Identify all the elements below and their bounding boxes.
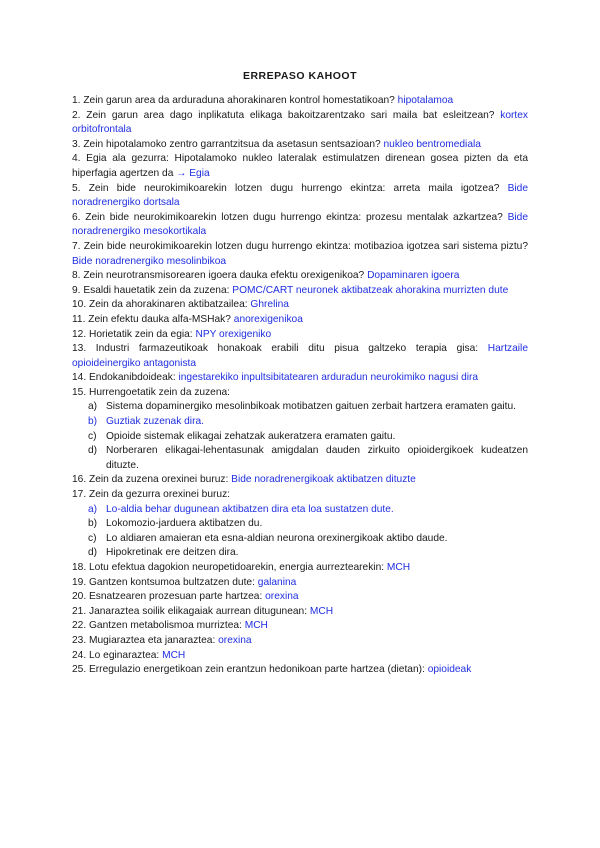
- question-10: [72, 298, 528, 313]
- question-6: [72, 211, 528, 240]
- answer-text: kortex orbitofrontala: [72, 109, 528, 136]
- question-24: [72, 649, 528, 664]
- question-text: 23. Mugiaraztea eta janaraztea:: [72, 634, 216, 646]
- question-23: [72, 634, 528, 649]
- answer-text: MCH: [309, 605, 334, 617]
- question-1: [72, 94, 528, 109]
- question-7: [72, 240, 528, 269]
- question-text: 10. Zein da ahorakinaren aktibatzailea:: [72, 299, 248, 311]
- answer-text: anorexigenikoa: [233, 313, 303, 325]
- question-text: 14. Endokanibdoideak:: [72, 372, 176, 384]
- answer-text: NPY orexigeniko: [195, 328, 272, 340]
- option-text: Lokomozio-jarduera aktibatzen du.: [106, 518, 263, 530]
- answer-text: MCH: [244, 620, 268, 632]
- option-text: Norberaren elikagai-lehentasunak amigdalan dauden zirkuito opioidergikoek kudeatzen dituzte.: [106, 445, 528, 471]
- answer-text: Hartzaile opioideinergiko antagonista: [72, 343, 528, 369]
- question-18: [72, 561, 528, 576]
- answer-text: Bide noradrenergiko dortsala: [72, 182, 528, 209]
- question-17: [72, 488, 528, 503]
- question-text: 6. Zein bide neurokimikoarekin lotzen dugu hurrengo ekintza: prozesu mentalak azkartzea?: [72, 211, 503, 223]
- answer-text: POMC/CART neuronek aktibatzeak ahorakina murrizten dute: [232, 284, 509, 296]
- answer-text: galanina: [257, 576, 297, 588]
- option-text: Lo aldiaren amaieran eta esna-aldian neurona orexinergikoak aktibo daude.: [106, 532, 448, 544]
- question-text: 7. Zein bide neurokimikoarekin lotzen dugu hurrengo ekintza: motibazioa igotzea sari sistema piztu?: [72, 240, 528, 252]
- option-label: b): [88, 416, 98, 428]
- question-21: [72, 605, 528, 620]
- question-8: [72, 269, 528, 284]
- question-text: 16. Zein da zuzena orexinei buruz:: [72, 474, 229, 486]
- question-text: 18. Lotu efektua dagokion neuropetidoarekin, energia aurreztearekin:: [72, 562, 385, 573]
- question-15: [72, 386, 528, 401]
- question-text: 1. Zein garun area da arduraduna ahorakinaren kontrol homestatikoan?: [72, 95, 395, 106]
- option-b: [88, 517, 528, 532]
- option-label: b): [88, 518, 98, 530]
- option-a: [88, 400, 528, 415]
- option-text: Guztiak zuzenak dira.: [106, 416, 204, 428]
- question-22: [72, 619, 528, 634]
- question-text: 12. Horietatik zein da egia:: [72, 328, 193, 340]
- question-text: 9. Esaldi hauetatik zein da zuzena:: [72, 284, 230, 296]
- question-text: 22. Gantzen metabolismoa murriztea:: [72, 620, 242, 632]
- answer-text: Ghrelina: [250, 299, 289, 311]
- option-c: [88, 532, 528, 547]
- question-17-options: [72, 503, 528, 561]
- option-d: [88, 546, 528, 561]
- question-19: [72, 576, 528, 591]
- question-13: [72, 342, 528, 371]
- question-text: 2. Zein garun area dago inplikatuta elikaga bakoitzarentzako sari maila bat esleitzean?: [72, 109, 495, 121]
- option-text: Sistema dopaminergiko mesolinbikoak motibatzen gaituen zerbait hartzera eramaten gaitu.: [106, 401, 516, 413]
- question-text: 25. Erregulazio energetikoan zein erantzun hedonikoan parte hartzea (dietan):: [72, 664, 425, 676]
- option-label: c): [88, 430, 97, 442]
- answer-text: Bide noradrenergiko mesokortikala: [72, 211, 528, 238]
- question-text: 5. Zein bide neurokimikoarekin lotzen dugu hurrengo ekintza: arreta maila igotzea?: [72, 182, 500, 194]
- question-14: [72, 371, 528, 386]
- option-a-correct: [88, 503, 528, 518]
- option-text: Opioide sistemak elikagai zehatzak aukeratzera eramaten gaitu.: [106, 430, 396, 442]
- answer-text: Bide noradrenergikoak aktibatzen dituzte: [231, 474, 416, 486]
- option-label: a): [88, 503, 98, 515]
- answer-text: orexina: [265, 591, 299, 603]
- option-label: d): [88, 547, 98, 559]
- question-15-options: [72, 400, 528, 473]
- question-5: [72, 182, 528, 211]
- option-text: Hipokretinak ere deitzen dira.: [106, 547, 239, 559]
- question-16: [72, 473, 528, 488]
- option-label: c): [88, 532, 97, 544]
- question-text: 11. Zein efektu dauka alfa-MSHak?: [72, 313, 231, 325]
- question-20: [72, 590, 528, 605]
- question-9: [72, 284, 528, 299]
- question-text: 21. Janaraztea soilik elikagaiak aurrean ditugunean:: [72, 605, 308, 617]
- answer-text: Bide noradrenergiko mesolinbikoa: [72, 255, 227, 267]
- question-3: [72, 138, 528, 153]
- option-label: d): [88, 445, 98, 457]
- option-d: [88, 444, 528, 473]
- document-title: ERREPASO KAHOOT: [242, 70, 358, 82]
- answer-text: MCH: [386, 562, 411, 573]
- answer-text: nukleo bentromediala: [383, 138, 481, 150]
- question-25: [72, 663, 528, 678]
- answer-text: opioideak: [427, 664, 472, 676]
- question-text: 15. Hurrengoetatik zein da zuzena:: [72, 386, 231, 398]
- option-label: a): [88, 401, 98, 413]
- answer-text: Dopaminaren igoera: [367, 270, 460, 282]
- question-text: 19. Gantzen kontsumoa bultzatzen dute:: [72, 576, 255, 588]
- question-text: 3. Zein hipotalamoko zentro garrantzitsua da asetasun sentsazioan?: [72, 138, 381, 150]
- question-12: [72, 328, 528, 343]
- question-text: 4. Egia ala gezurra: Hipotalamoko nukleo lateralak estimulatzen direnean gosea pizten da eta hiperfagia agertzen da: [72, 153, 528, 179]
- answer-text: MCH: [162, 649, 186, 661]
- option-text: Lo-aldia behar dugunean aktibatzen dira eta loa sustatzen dute.: [106, 503, 394, 515]
- question-text: 24. Lo eginaraztea:: [72, 649, 160, 661]
- answer-text: hipotalamoa: [397, 95, 454, 106]
- answer-text: orexina: [218, 634, 252, 646]
- question-text: 17. Zein da gezurra orexinei buruz:: [72, 489, 230, 501]
- question-2: [72, 109, 528, 138]
- option-b-correct: [88, 415, 528, 430]
- question-4: [72, 152, 528, 181]
- answer-text: ingestarekiko inpultsibitatearen arduradun neurokimiko nagusi dira: [178, 372, 479, 384]
- question-text: 8. Zein neurotransmisorearen igoera dauka efektu orexigenikoa?: [72, 270, 365, 282]
- question-text: 13. Industri farmazeutikoak honakoak erabili ditu pisua galtzeko terapia gisa:: [72, 343, 479, 355]
- question-text: 20. Esnatzearen prozesuan parte hartzea:: [72, 591, 263, 603]
- answer-text: → Egia: [176, 167, 210, 179]
- option-c: [88, 430, 528, 445]
- question-11: [72, 313, 528, 328]
